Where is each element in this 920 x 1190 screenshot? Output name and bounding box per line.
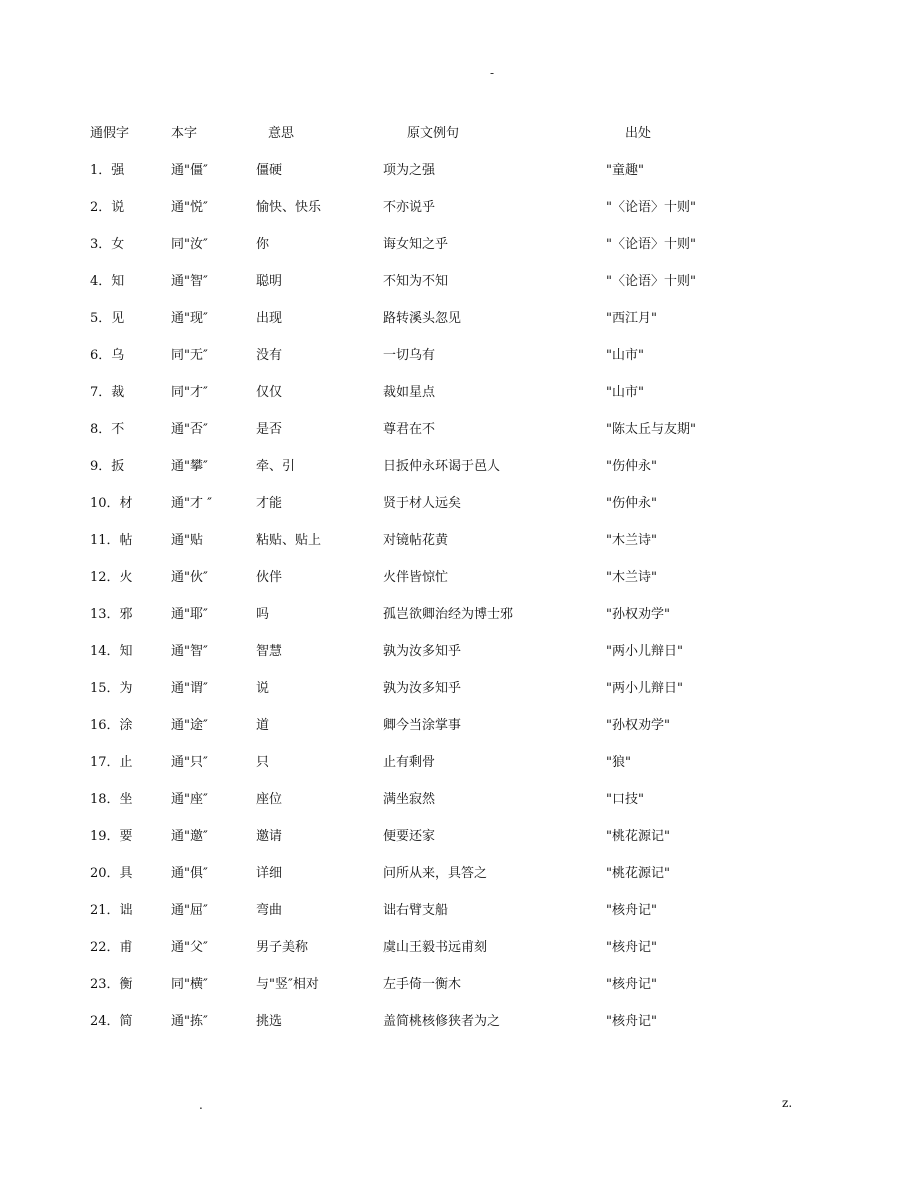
cell-yuanwen-liju: 裁如星点	[383, 385, 436, 400]
cell-yuanwen-liju: 贤于材人远矣	[383, 496, 462, 511]
cell-yuanwen-liju: 卿今当涂掌事	[383, 718, 462, 733]
cell-tongjiazi: 22．甫	[90, 940, 133, 955]
cell-benzi: 通"现″	[171, 311, 208, 326]
cell-tongjiazi: 16．涂	[90, 718, 133, 733]
cell-benzi: 通"俱″	[171, 866, 208, 881]
cell-yuanwen-liju: 孤岂欲卿治经为博士邪	[383, 607, 514, 622]
footer-left-mark: .	[199, 1098, 203, 1112]
header-benzi: 本字	[171, 126, 198, 141]
cell-benzi: 通"智″	[171, 644, 208, 659]
cell-tongjiazi: 13．邪	[90, 607, 133, 622]
cell-benzi: 通"邀″	[171, 829, 208, 844]
cell-tongjiazi: 19．要	[90, 829, 133, 844]
cell-chuchu: "核舟记"	[606, 1014, 657, 1029]
cell-chuchu: "口技"	[606, 792, 644, 807]
cell-yisi: 与"竖″相对	[256, 977, 319, 992]
cell-yisi: 只	[256, 755, 270, 770]
cell-chuchu: "孙权劝学"	[606, 607, 670, 622]
cell-benzi: 通"父″	[171, 940, 208, 955]
cell-chuchu: "孙权劝学"	[606, 718, 670, 733]
cell-benzi: 同"汝″	[171, 237, 208, 252]
cell-chuchu: "木兰诗"	[606, 570, 657, 585]
cell-benzi: 通"贴	[171, 533, 203, 548]
cell-yuanwen-liju: 对镜帖花黄	[383, 533, 449, 548]
table-row	[0, 1010, 920, 1034]
cell-tongjiazi: 5．见	[90, 311, 125, 326]
cell-tongjiazi: 8．不	[90, 422, 125, 437]
cell-yuanwen-liju: 虞山王毅书远甫刻	[383, 940, 488, 955]
cell-yisi: 出现	[256, 311, 283, 326]
cell-yuanwen-liju: 路转溪头忽见	[383, 311, 462, 326]
cell-chuchu: "狼"	[606, 755, 631, 770]
table-row	[0, 936, 920, 960]
cell-yisi: 是否	[256, 422, 283, 437]
cell-chuchu: "桃花源记"	[606, 866, 670, 881]
cell-yisi: 说	[256, 681, 270, 696]
table-row	[0, 973, 920, 997]
cell-chuchu: "童趣"	[606, 163, 644, 178]
cell-yuanwen-liju: 左手倚一衡木	[383, 977, 462, 992]
cell-chuchu: "山市"	[606, 385, 644, 400]
cell-yuanwen-liju: 问所从来，具答之	[383, 866, 488, 881]
page-top-mark: -	[490, 66, 495, 80]
table-row	[0, 455, 920, 479]
cell-yisi: 座位	[256, 792, 283, 807]
table-row	[0, 640, 920, 664]
cell-tongjiazi: 1．强	[90, 163, 125, 178]
cell-benzi: 通"只″	[171, 755, 208, 770]
header-tongjiazi: 通假字	[90, 126, 130, 141]
cell-yisi: 弯曲	[256, 903, 283, 918]
cell-benzi: 通"途″	[171, 718, 208, 733]
table-row	[0, 751, 920, 775]
cell-tongjiazi: 9．扳	[90, 459, 125, 474]
table-row	[0, 159, 920, 183]
table-row	[0, 825, 920, 849]
cell-chuchu: "西江月"	[606, 311, 657, 326]
cell-benzi: 通"座″	[171, 792, 208, 807]
cell-tongjiazi: 23．衡	[90, 977, 133, 992]
cell-yuanwen-liju: 尊君在不	[383, 422, 436, 437]
cell-tongjiazi: 2．说	[90, 200, 125, 215]
cell-yisi: 你	[256, 237, 270, 252]
table-row	[0, 788, 920, 812]
cell-tongjiazi: 4．知	[90, 274, 125, 289]
cell-benzi: 同"才″	[171, 385, 208, 400]
cell-benzi: 通"屈″	[171, 903, 208, 918]
cell-yuanwen-liju: 一切乌有	[383, 348, 436, 363]
cell-yuanwen-liju: 孰为汝多知乎	[383, 681, 462, 696]
cell-yuanwen-liju: 止有剩骨	[383, 755, 436, 770]
table-row	[0, 566, 920, 590]
cell-benzi: 通"悦″	[171, 200, 208, 215]
cell-benzi: 通"才 ″	[171, 496, 212, 511]
cell-benzi: 同"无″	[171, 348, 208, 363]
table-row	[0, 418, 920, 442]
cell-yisi: 道	[256, 718, 270, 733]
cell-yisi: 挑选	[256, 1014, 283, 1029]
cell-tongjiazi: 6．乌	[90, 348, 125, 363]
cell-tongjiazi: 21．诎	[90, 903, 133, 918]
cell-yuanwen-liju: 满坐寂然	[383, 792, 436, 807]
cell-yisi: 男子美称	[256, 940, 309, 955]
cell-yuanwen-liju: 火伴皆惊忙	[383, 570, 449, 585]
cell-benzi: 通"否″	[171, 422, 208, 437]
cell-yisi: 详细	[256, 866, 283, 881]
cell-benzi: 同"横″	[171, 977, 208, 992]
cell-yisi: 僵硬	[256, 163, 283, 178]
table-row	[0, 233, 920, 257]
cell-yisi: 聪明	[256, 274, 283, 289]
table-row	[0, 677, 920, 701]
cell-yuanwen-liju: 不亦说乎	[383, 200, 436, 215]
cell-yisi: 邀请	[256, 829, 283, 844]
cell-yisi: 粘贴、贴上	[256, 533, 322, 548]
cell-chuchu: "木兰诗"	[606, 533, 657, 548]
table-row	[0, 381, 920, 405]
cell-yuanwen-liju: 孰为汝多知乎	[383, 644, 462, 659]
cell-yisi: 仅仅	[256, 385, 283, 400]
table-header	[0, 122, 920, 146]
header-chuchu: 出处	[625, 126, 652, 141]
cell-chuchu: "陈太丘与友期"	[606, 422, 696, 437]
cell-yisi: 吗	[256, 607, 270, 622]
cell-benzi: 通"僵″	[171, 163, 208, 178]
table-row	[0, 270, 920, 294]
cell-yuanwen-liju: 不知为不知	[383, 274, 449, 289]
cell-chuchu: "桃花源记"	[606, 829, 670, 844]
cell-yuanwen-liju: 诎右臂支船	[383, 903, 449, 918]
table-row	[0, 344, 920, 368]
table-row	[0, 529, 920, 553]
cell-tongjiazi: 14．知	[90, 644, 133, 659]
cell-tongjiazi: 10．材	[90, 496, 133, 511]
cell-yisi: 智慧	[256, 644, 283, 659]
cell-yuanwen-liju: 项为之强	[383, 163, 436, 178]
cell-tongjiazi: 3．女	[90, 237, 125, 252]
cell-yisi: 伙伴	[256, 570, 283, 585]
cell-tongjiazi: 18．坐	[90, 792, 133, 807]
cell-benzi: 通"攀″	[171, 459, 208, 474]
cell-tongjiazi: 7．裁	[90, 385, 125, 400]
cell-chuchu: "伤仲永"	[606, 496, 657, 511]
table-row	[0, 714, 920, 738]
table-row	[0, 899, 920, 923]
cell-tongjiazi: 24．简	[90, 1014, 133, 1029]
cell-yisi: 愉快、快乐	[256, 200, 322, 215]
header-yuanwen-liju: 原文例句	[407, 126, 460, 141]
cell-chuchu: "核舟记"	[606, 977, 657, 992]
cell-chuchu: "〈论语〉十则"	[606, 200, 696, 215]
cell-yisi: 没有	[256, 348, 283, 363]
table-row	[0, 196, 920, 220]
cell-tongjiazi: 17．止	[90, 755, 133, 770]
footer-right-mark: z.	[782, 1096, 793, 1110]
cell-chuchu: "两小儿辩日"	[606, 644, 683, 659]
cell-yisi: 才能	[256, 496, 283, 511]
cell-yuanwen-liju: 盖简桃核修狭者为之	[383, 1014, 501, 1029]
cell-tongjiazi: 12．火	[90, 570, 133, 585]
cell-tongjiazi: 15．为	[90, 681, 133, 696]
cell-benzi: 通"伙″	[171, 570, 208, 585]
table-row	[0, 492, 920, 516]
cell-benzi: 通"耶″	[171, 607, 208, 622]
cell-chuchu: "伤仲永"	[606, 459, 657, 474]
cell-chuchu: "核舟记"	[606, 903, 657, 918]
cell-chuchu: "〈论语〉十则"	[606, 237, 696, 252]
cell-tongjiazi: 11．帖	[90, 533, 133, 548]
cell-yuanwen-liju: 诲女知之乎	[383, 237, 449, 252]
table-row	[0, 603, 920, 627]
cell-yisi: 牵、引	[256, 459, 296, 474]
cell-chuchu: "两小儿辩日"	[606, 681, 683, 696]
header-yisi: 意思	[268, 126, 295, 141]
cell-yuanwen-liju: 便要还家	[383, 829, 436, 844]
cell-benzi: 通"智″	[171, 274, 208, 289]
cell-chuchu: "〈论语〉十则"	[606, 274, 696, 289]
cell-benzi: 通"谓″	[171, 681, 208, 696]
cell-benzi: 通"拣″	[171, 1014, 208, 1029]
cell-chuchu: "山市"	[606, 348, 644, 363]
cell-chuchu: "核舟记"	[606, 940, 657, 955]
table-row	[0, 307, 920, 331]
cell-yuanwen-liju: 日扳仲永环谒于邑人	[383, 459, 501, 474]
cell-tongjiazi: 20．具	[90, 866, 133, 881]
table-row	[0, 862, 920, 886]
